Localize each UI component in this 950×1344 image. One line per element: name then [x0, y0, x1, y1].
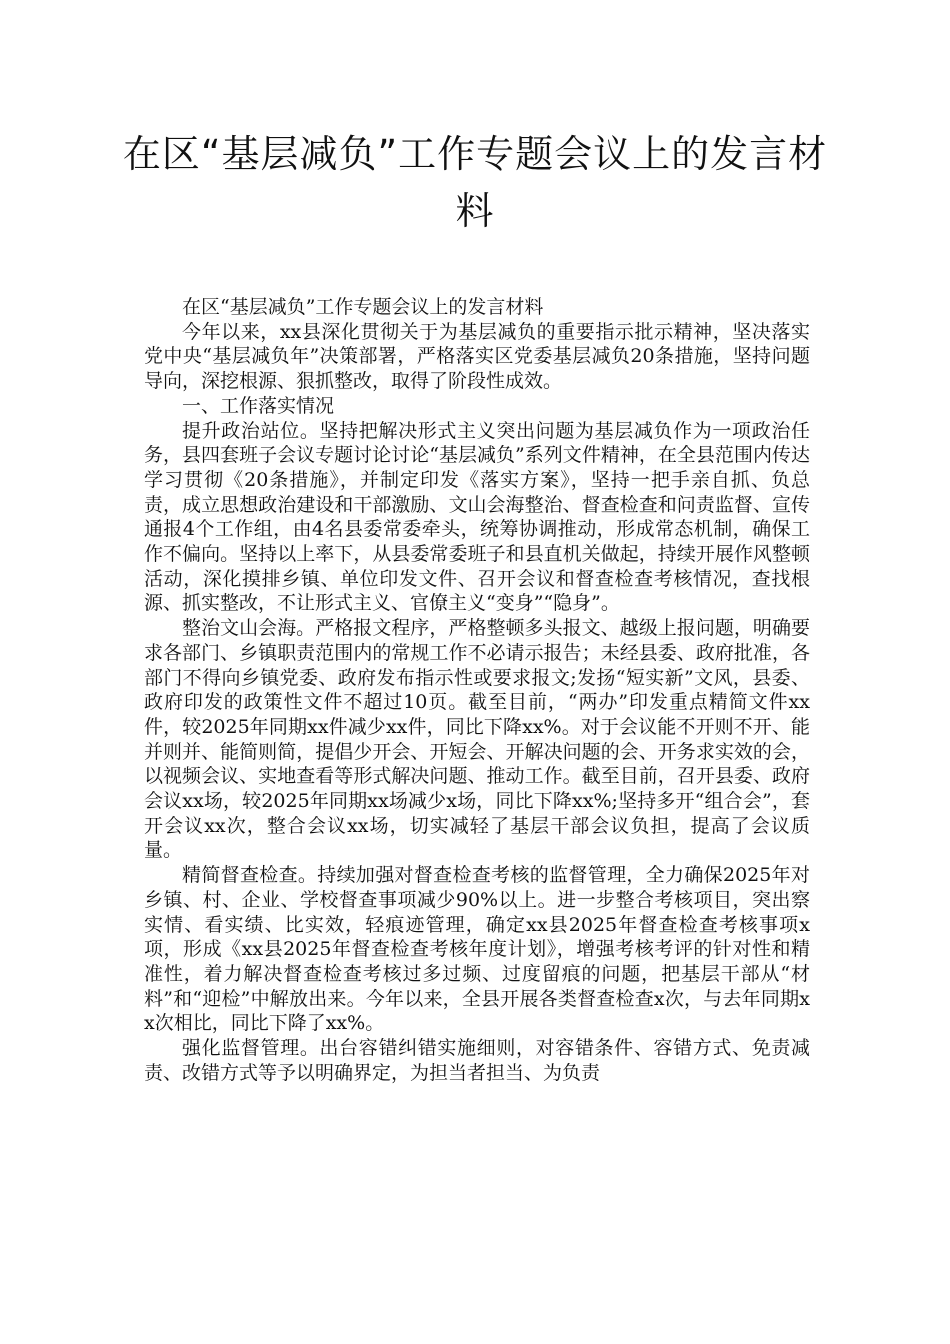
paragraph-meetings-documents: 整治文山会海。严格报文程序，严格整顿多头报文、越级上报问题，明确要求各部门、乡镇职责范围内的常规工作不必请示报告；未经县委、政府批准，各部门不得向乡镇党委、政府发布指示性或要求报文;发扬“短实新”文风，县委、政府印发的政策性文件不超过10页。截至目前，“两办”印发重点精简文件xx件，较2025年同期xx件减少xx件，同比下降xx%。对于会议能不开则不开、能并则并、能简则简，提倡少开会、开短会、开解决问题的会、开务求实效的会，以视频会议、实地查看等形式解决问题、推动工作。截至目前，召开县委、政府会议xx场，较2025年同期xx场减少x场，同比下降xx%;坚持多开“组合会”，套开会议xx次，整合会议xx场，切实减轻了基层干部会议负担，提高了会议质量。	[144, 617, 810, 862]
paragraph-intro: 今年以来，xx县深化贯彻关于为基层减负的重要指示批示精神，坚决落实党中央“基层减负年”决策部署，严格落实区党委基层减负20条措施，坚持问题导向，深挖根源、狠抓整改，取得了阶段性成效。	[144, 320, 810, 393]
section-heading: 一、工作落实情况	[182, 394, 335, 417]
paragraph-political-stance: 提升政治站位。坚持把解决形式主义突出问题为基层减负作为一项政治任务，县四套班子会议专题讨论讨论“基层减负”系列文件精神，在全县范围内传达学习贯彻《20条措施》，并制定印发《落实方案》，坚持一把手亲自抓、负总责，成立思想政治建设和干部激励、文山会海整治、督查检查和问责监督、宣传通报4个工作组，由4名县委常委牵头，统筹协调推动，形成常态机制，确保工作不偏向。坚持以上率下，从县委常委班子和县直机关做起，持续开展作风整顿活动，深化摸排乡镇、单位印发文件、召开会议和督查检查考核情况，查找根源、抓实整改，不让形式主义、官僚主义“变身”“隐身”。	[144, 419, 810, 615]
paragraph-inspection: 精简督查检查。持续加强对督查检查考核的监督管理，全力确保2025年对乡镇、村、企业、学校督查事项减少90%以上。进一步整合考核项目，突出察实情、看实绩、比实效，轻痕迹管理，确定xx县2025年督查检查考核事项x项，形成《xx县2025年督查检查考核年度计划》，增强考核考评的针对性和精准性，着力解决督查检查考核过多过频、过度留痕的问题，把基层干部从“材料”和“迎检”中解放出来。今年以来，全县开展各类督查检查x次，与去年同期xx次相比，同比下降了xx%。	[144, 864, 810, 1035]
paragraph-subtitle: 在区“基层减负”工作专题会议上的发言材料	[182, 296, 544, 318]
document-body	[144, 295, 810, 1086]
paragraph-supervision: 强化监督管理。出台容错纠错实施细则，对容错条件、容错方式、免责减责、改错方式等予以明确界定，为担当者担当、为负责	[144, 1037, 810, 1084]
document-title: 在区“基层减负”工作专题会议上的发言材料	[122, 132, 828, 233]
